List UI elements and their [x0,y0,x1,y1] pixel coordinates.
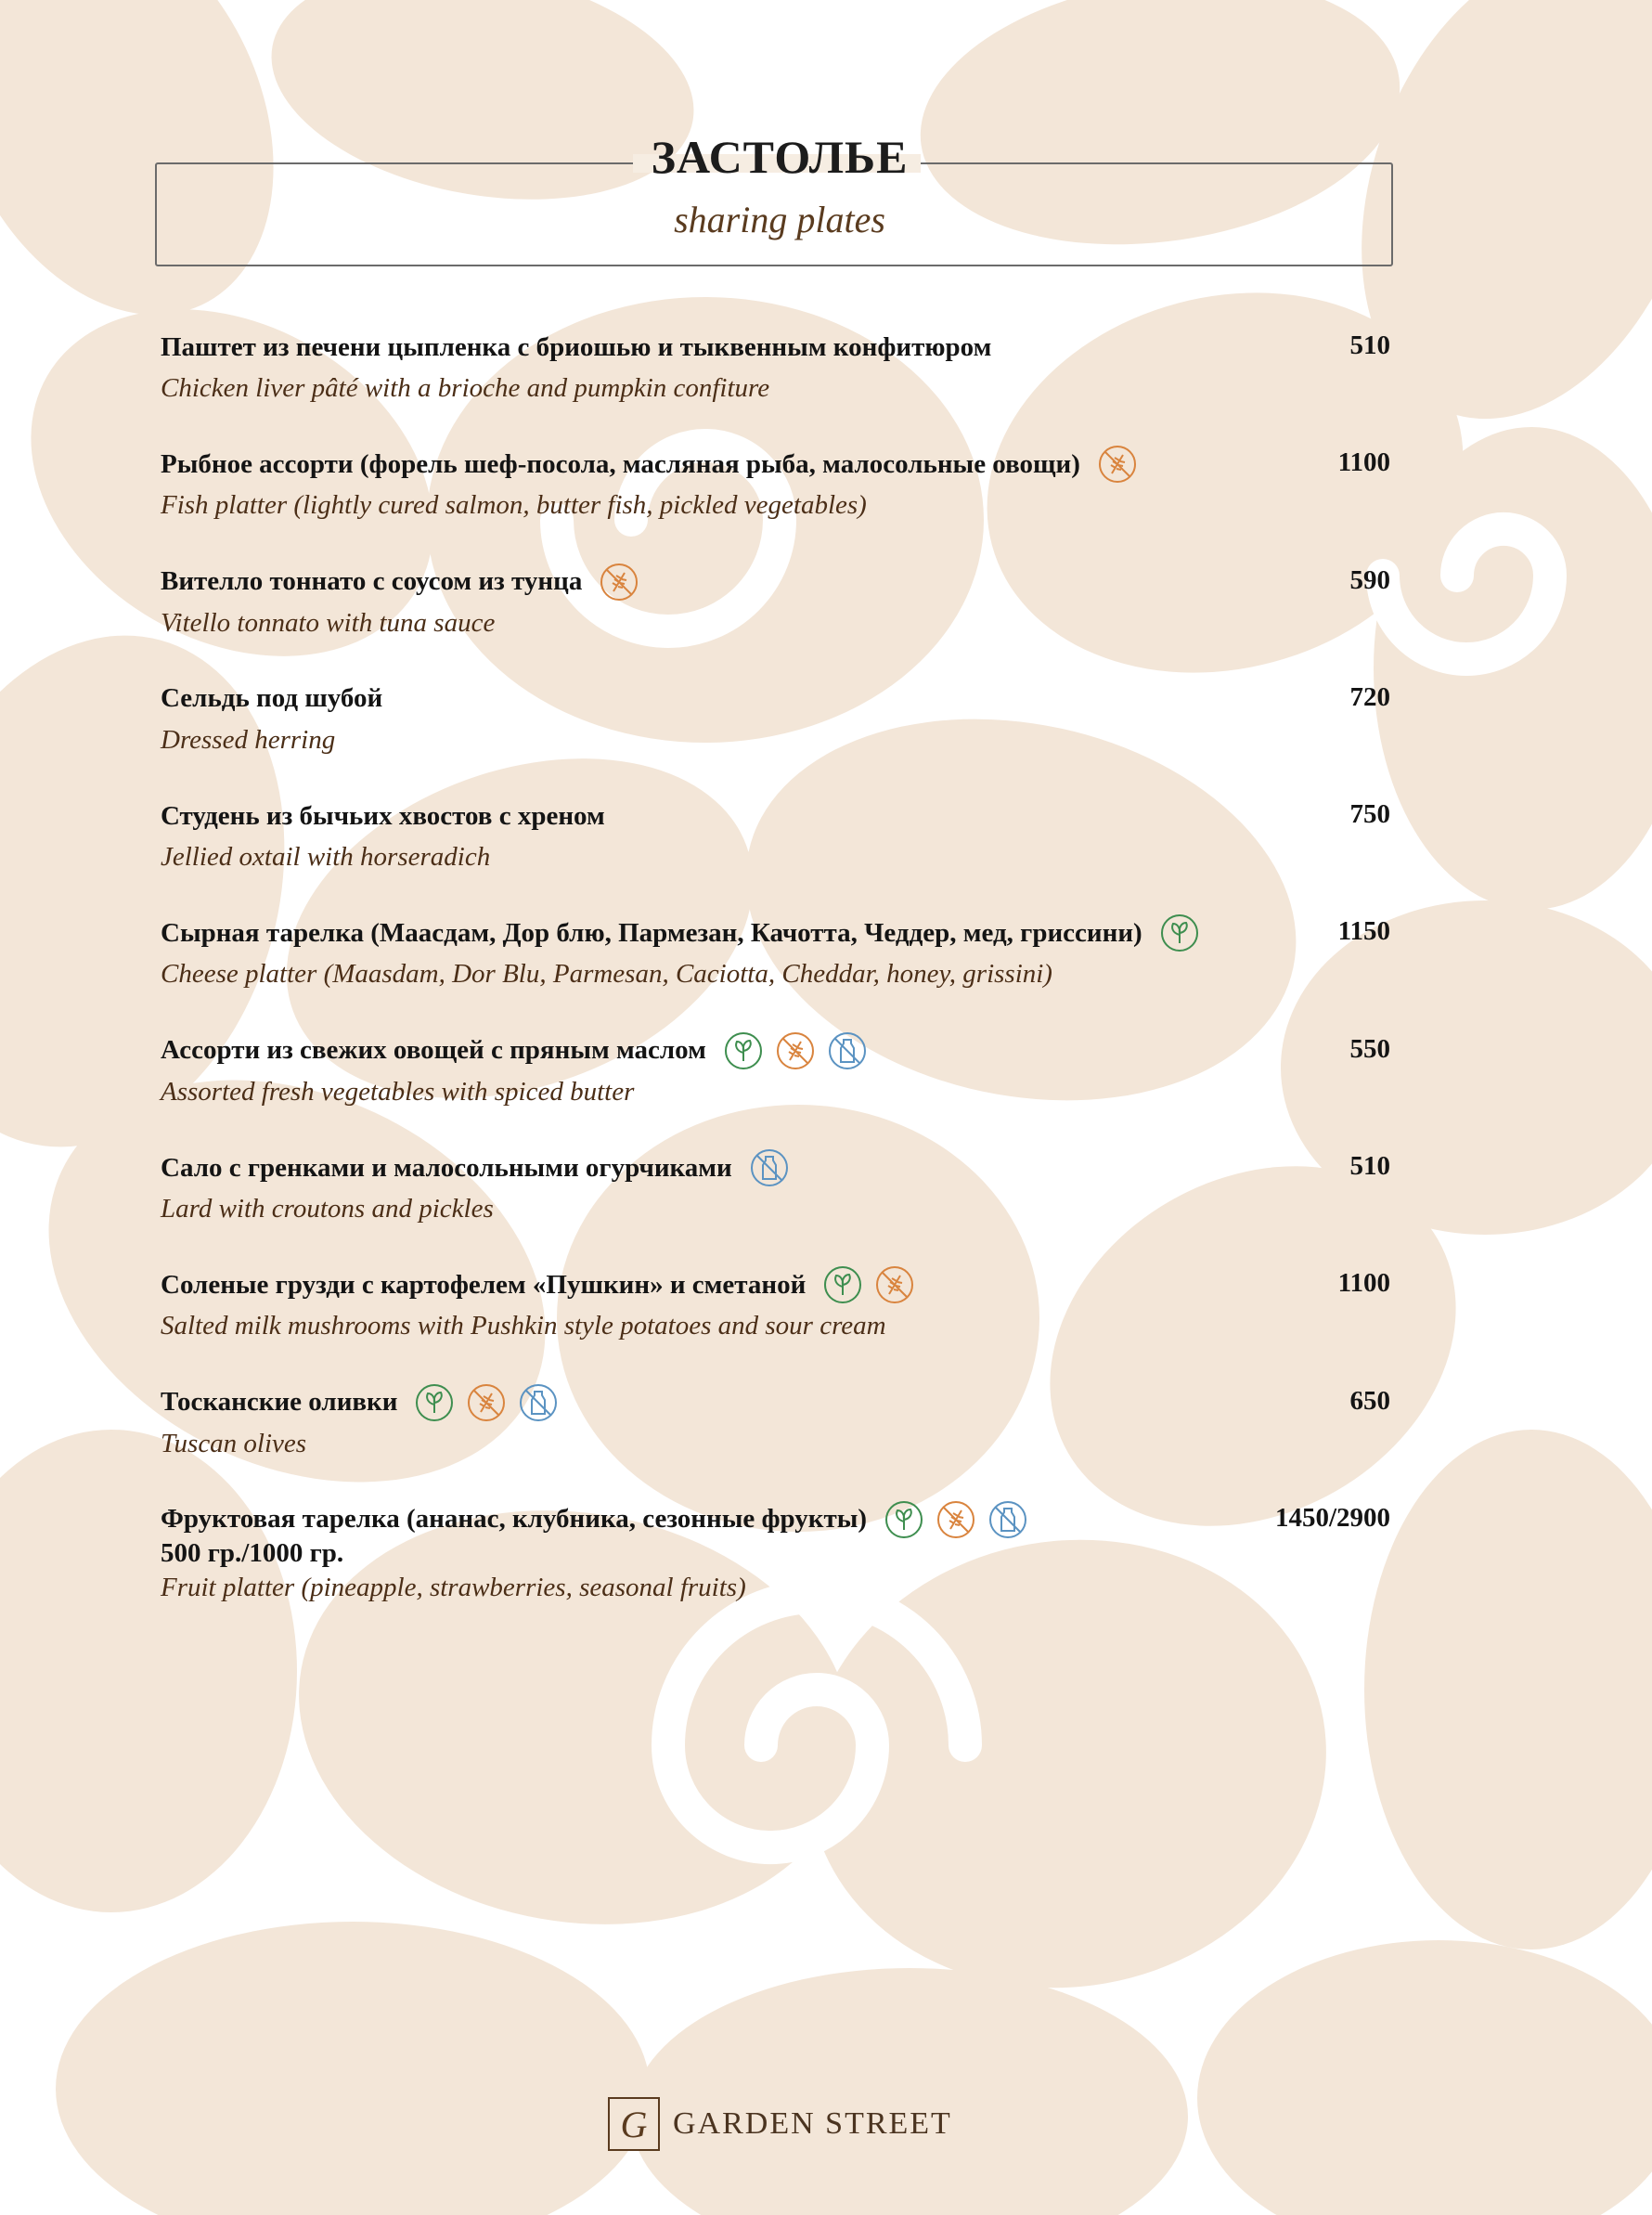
gluten-free-icon [874,1264,915,1305]
footer-brand [608,2094,952,2154]
menu-item-description: Salted milk mushrooms with Pushkin style potatoes and sour cream [161,1311,886,1341]
dietary-icons [599,562,639,602]
menu-item-name: Сырная тарелка (Маасдам, Дор блю, Пармезан, Качотта, Чеддер, мед, гриссини) [161,917,1142,948]
menu-item-description: Fish platter (lightly cured salmon, butter fish, pickled vegetables) [161,490,867,521]
lactose-free-icon [749,1147,790,1188]
brand-logo-icon: G [608,2097,660,2151]
menu-item-name-row [161,1380,1390,1425]
page-subtitle: sharing plates [674,199,885,240]
menu-item-price: 1100 [1337,1268,1390,1299]
menu-item-description: Lard with croutons and pickles [161,1194,494,1224]
gluten-free-icon [599,562,639,602]
vegetarian-icon [723,1030,764,1071]
menu-item-name: Тосканские оливки [161,1387,398,1418]
menu-item-description: Vitello tonnato with tuna sauce [161,607,496,638]
menu-item-price: 1150 [1337,916,1390,947]
menu-item-portion: 500 гр./1000 гр. [161,1537,344,1568]
gluten-free-icon [936,1499,976,1540]
menu-item-price: 590 [1349,564,1390,595]
menu-list [161,325,1390,1637]
menu-item-name-row [161,325,1390,369]
menu-item [161,442,1390,559]
menu-item-price: 650 [1349,1385,1390,1416]
menu-item [161,1029,1390,1146]
menu-item-name-row [161,794,1390,838]
dietary-icons [723,1030,868,1071]
vegetarian-icon [822,1264,863,1305]
menu-item-name: Студень из бычьих хвостов с хреном [161,800,605,831]
dietary-icons [884,1499,1028,1540]
dietary-icons [749,1147,790,1188]
menu-item-price: 510 [1349,330,1390,360]
gluten-free-icon [466,1382,507,1423]
menu-item-name: Вителло тоннато с соусом из тунца [161,566,583,597]
dietary-icons [1159,913,1200,953]
menu-item-description: Assorted fresh vegetables with spiced butter [161,1076,635,1107]
dietary-icons [822,1264,915,1305]
menu-item [161,1146,1390,1263]
gluten-free-icon [775,1030,816,1071]
dietary-icons [414,1382,559,1423]
brand-name: GARDEN STREET [673,2106,952,2141]
page-title: ЗАСТОЛЬЕ [651,131,909,183]
menu-item-name-row [161,560,1390,604]
menu-item-description: Fruit platter (pineapple, strawberries, seasonal fruits) [161,1572,746,1602]
lactose-free-icon [827,1030,868,1071]
menu-item-name: Соленые грузди с картофелем «Пушкин» и сметаной [161,1269,807,1300]
menu-item [161,911,1390,1028]
menu-item [161,1497,1390,1637]
menu-item [161,1380,1390,1497]
menu-item [161,677,1390,794]
menu-item-name-row [161,1497,1390,1542]
menu-item-price: 510 [1349,1151,1390,1182]
menu-item-name-row [161,1263,1390,1307]
gluten-free-icon [1097,444,1138,485]
lactose-free-icon [518,1382,559,1423]
menu-item-name: Фруктовая тарелка (ананас, клубника, сезонные фрукты) [161,1504,868,1535]
menu-item-price: 720 [1349,681,1390,712]
menu-item-price: 550 [1349,1033,1390,1064]
menu-item-name-row [161,442,1390,486]
menu-item-price: 750 [1349,799,1390,830]
menu-item-name: Рыбное ассорти (форель шеф-посола, масляная рыба, малосольные овощи) [161,448,1080,479]
vegetarian-icon [414,1382,455,1423]
menu-item [161,560,1390,677]
menu-item [161,325,1390,442]
lactose-free-icon [987,1499,1028,1540]
menu-item-description: Chicken liver pâté with a brioche and pumpkin confiture [161,373,770,403]
menu-item [161,1263,1390,1380]
menu-item-name-row [161,677,1390,721]
menu-item-name: Сало с гренками и малосольными огурчиками [161,1152,732,1183]
menu-item-name: Сельдь под шубой [161,683,383,714]
menu-item-description: Cheese platter (Maasdam, Dor Blu, Parmesan, Caciotta, Cheddar, honey, grissini) [161,959,1052,990]
menu-item-name: Паштет из печени цыпленка с бриошью и тыквенным конфитюром [161,331,992,362]
menu-item-name-row [161,1146,1390,1190]
menu-item-name-row [161,911,1390,955]
menu-item-description: Dressed herring [161,724,336,755]
menu-item-name: Ассорти из свежих овощей с пряным маслом [161,1035,706,1066]
dietary-icons [1097,444,1138,485]
vegetarian-icon [884,1499,924,1540]
menu-item-description: Jellied oxtail with horseradich [161,842,491,873]
vegetarian-icon [1159,913,1200,953]
menu-item [161,794,1390,911]
menu-item-price: 1450/2900 [1274,1502,1390,1533]
menu-item-description: Tuscan olives [161,1428,307,1458]
menu-item-name-row [161,1029,1390,1073]
menu-item-price: 1100 [1337,447,1390,478]
